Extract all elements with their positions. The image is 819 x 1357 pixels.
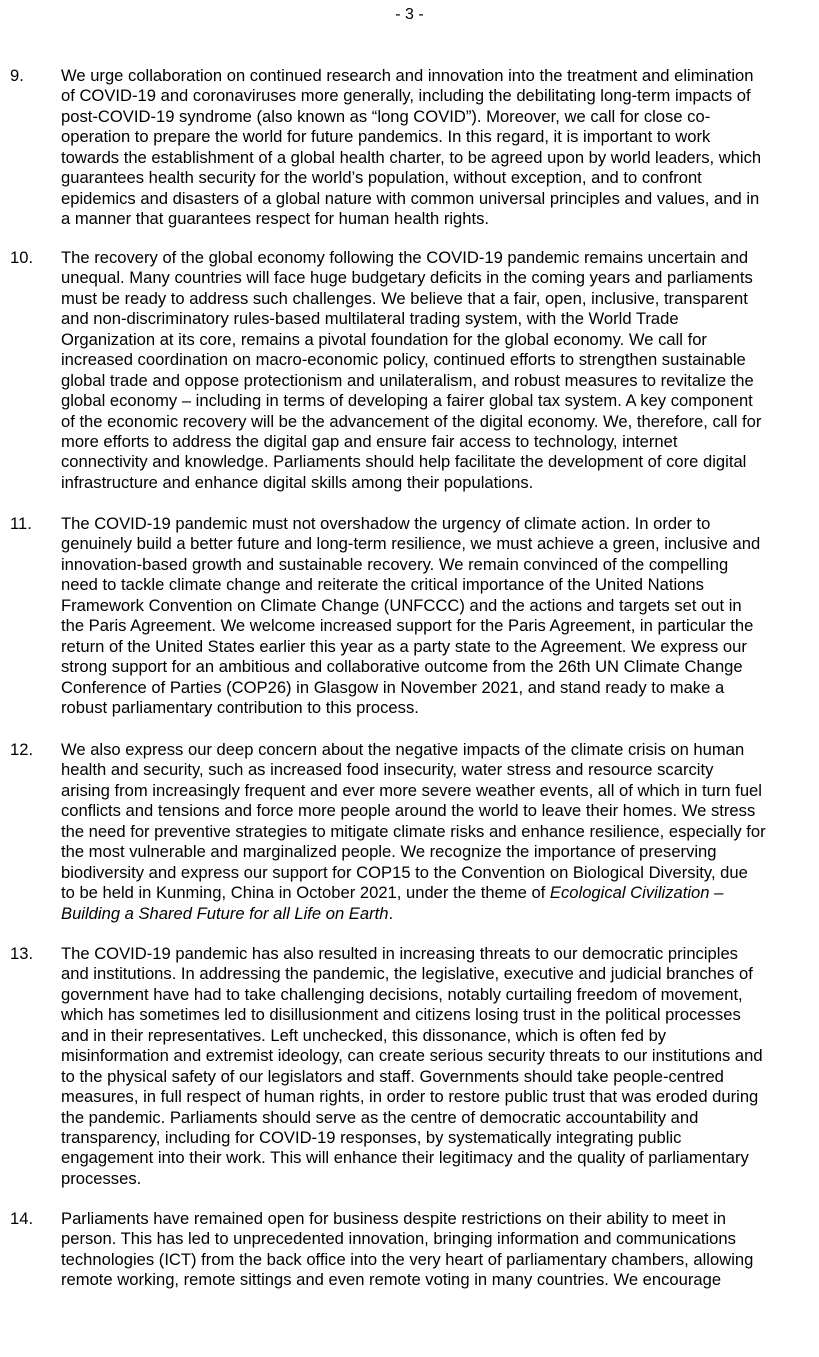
text-line: the pandemic. Parliaments should serve as the centre of democratic accountability and xyxy=(61,1107,699,1127)
text-line: unequal. Many countries will face huge budgetary deficits in the coming years and parliaments xyxy=(61,268,753,288)
text-line: government have had to take challenging decisions, notably curtailing freedom of movement, xyxy=(61,984,743,1004)
paragraph-number: 12. xyxy=(10,740,34,759)
text-line: of COVID-19 and coronaviruses more generally, including the debilitating long-term impacts of xyxy=(61,86,751,106)
text-line: and institutions. In addressing the pandemic, the legislative, executive and judicial branches of xyxy=(61,964,753,984)
text-line: misinformation and extremist ideology, can create serious security threats to our institutions and xyxy=(61,1046,763,1066)
text-line: We urge collaboration on continued research and innovation into the treatment and elimination xyxy=(61,66,754,85)
text-line: global trade and oppose protectionism and unilateralism, and robust measures to revitalize the xyxy=(61,370,754,390)
text-line: guarantees health security for the world’s population, without exception, and to confront xyxy=(61,168,702,188)
text-line: global economy – including in terms of developing a fairer global tax system. A key component xyxy=(61,391,753,411)
italic-title: Building a Shared Future for all Life on Earth xyxy=(61,903,389,923)
paragraph-text xyxy=(61,66,817,230)
text-line: a manner that guarantees respect for human health rights. xyxy=(61,209,490,229)
text-line: more efforts to address the digital gap and ensure fair access to technology, internet xyxy=(61,431,678,451)
text-line: engagement into their work. This will enhance their legitimacy and the quality of parliamentary xyxy=(61,1148,749,1168)
paragraph-number: 10. xyxy=(10,248,34,267)
text-line: health and security, such as increased food insecurity, water stress and resource scarcity xyxy=(61,760,714,780)
text-segment: to be held in Kunming, China in October 2021, under the theme of xyxy=(61,883,550,903)
text-line: towards the establishment of a global health charter, to be agreed upon by world leaders, which xyxy=(61,147,762,167)
text-line: innovation-based growth and sustainable recovery. We remain convinced of the compelling xyxy=(61,554,729,574)
paragraph-text xyxy=(61,740,817,924)
text-line: processes. xyxy=(61,1168,142,1188)
paragraph-text xyxy=(61,514,817,718)
text-line: which has sometimes led to disillusionment and citizens losing trust in the political processes xyxy=(61,1005,741,1025)
text-line: transparency, including for COVID-19 responses, by systematically integrating public xyxy=(61,1127,682,1147)
text-line: The COVID-19 pandemic has also resulted in increasing threats to our democratic principles xyxy=(61,944,738,963)
text-line: remote working, remote sittings and even remote voting in many countries. We encourage xyxy=(61,1270,722,1290)
text-line: person. This has led to unprecedented innovation, bringing information and communications xyxy=(61,1229,736,1249)
text-line: conflicts and tensions and force more people around the world to leave their homes. We stress xyxy=(61,801,756,821)
paragraph-text xyxy=(61,944,817,1189)
text-line: post-COVID-19 syndrome (also known as “long COVID”). Moreover, we call for close co- xyxy=(61,106,711,126)
text-line: The recovery of the global economy following the COVID-19 pandemic remains uncertain and xyxy=(61,248,749,267)
paragraph-number: 9. xyxy=(10,66,24,85)
text-line: measures, in full respect of human rights, in order to restore public trust that was eroded during xyxy=(61,1087,759,1107)
paragraph-text xyxy=(61,1209,817,1291)
text-line: the most vulnerable and marginalized people. We recognize the importance of preserving xyxy=(61,842,717,862)
text-line: and in their representatives. Left unchecked, this dissonance, which is often fed by xyxy=(61,1025,667,1045)
text-line: Framework Convention on Climate Change (UNFCCC) and the actions and targets set out in xyxy=(61,595,742,615)
text-line: technologies (ICT) from the back office into the very heart of parliamentary chambers, allowing xyxy=(61,1249,754,1269)
text-line: increased coordination on macro-economic policy, continued efforts to strengthen sustainable xyxy=(61,350,746,370)
text-line: Conference of Parties (COP26) in Glasgow in November 2021, and stand ready to make a xyxy=(61,677,725,697)
text-line: must be ready to address such challenges. We believe that a fair, open, inclusive, transparent xyxy=(61,288,748,308)
text-line: epidemics and disasters of a global nature with common universal principles and values, and in xyxy=(61,188,760,208)
text-line: Organization at its core, remains a pivotal foundation for the global economy. We call for xyxy=(61,329,707,349)
text-line: connectivity and knowledge. Parliaments should help facilitate the development of core digital xyxy=(61,452,747,472)
text-line: The COVID-19 pandemic must not overshadow the urgency of climate action. In order to xyxy=(61,514,711,533)
text-line: arising from increasingly frequent and ever more severe weather events, all of which in turn fuel xyxy=(61,780,762,800)
text-segment: . xyxy=(388,903,394,923)
paragraph-number: 13. xyxy=(10,944,34,963)
paragraph-number: 11. xyxy=(10,514,32,533)
text-line: to the physical safety of our legislators and staff. Governments should take people-centred xyxy=(61,1066,724,1086)
text-line xyxy=(61,904,817,924)
text-line: infrastructure and enhance digital skills among their populations. xyxy=(61,472,534,492)
italic-title: Ecological Civilization – xyxy=(549,883,724,903)
text-line: Parliaments have remained open for business despite restrictions on their ability to meet in xyxy=(61,1209,727,1228)
text-line: We also express our deep concern about the negative impacts of the climate crisis on human xyxy=(61,740,745,759)
text-line: of the economic recovery will be the advancement of the digital economy. We, therefore, call for xyxy=(61,411,762,431)
text-line: and non-discriminatory rules-based multilateral trading system, with the World Trade xyxy=(61,309,679,329)
text-line: the Paris Agreement. We welcome increased support for the Paris Agreement, in particular the xyxy=(61,616,754,636)
paragraph-number: 14. xyxy=(10,1209,34,1228)
text-line: the need for preventive strategies to mitigate climate risks and enhance resilience, especially for xyxy=(61,821,766,841)
paragraph-text xyxy=(61,248,817,493)
text-line: biodiversity and express our support for COP15 to the Convention on Biological Diversity, due xyxy=(61,862,748,882)
page-number: - 3 - xyxy=(395,6,424,23)
text-line xyxy=(61,883,817,903)
text-line: need to tackle climate change and reiterate the critical importance of the United Nations xyxy=(61,575,704,595)
text-line: return of the United States earlier this year as a party state to the Agreement. We express our xyxy=(61,636,747,656)
text-line: operation to prepare the world for future pandemics. In this regard, it is important to work xyxy=(61,127,711,147)
text-line: robust parliamentary contribution to this process. xyxy=(61,697,419,717)
text-line: genuinely build a better future and long-term resilience, we must achieve a green, inclusive and xyxy=(61,534,761,554)
text-line: strong support for an ambitious and collaborative outcome from the 26th UN Climate Change xyxy=(61,657,743,677)
